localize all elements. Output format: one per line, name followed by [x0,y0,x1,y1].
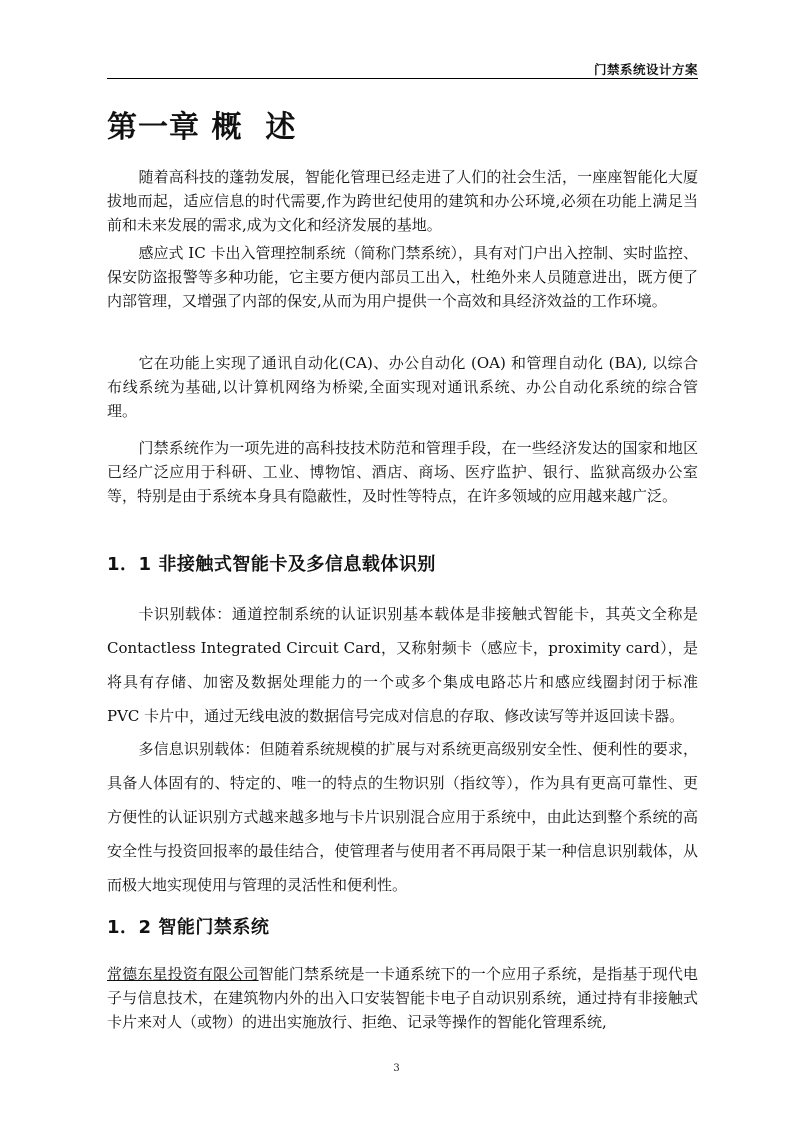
intro-paragraph-2: 感应式 IC 卡出入管理控制系统（简称门禁系统），具有对门户出入控制、实时监控、保安防盗报警等多种功能，它主要方便内部员工出入，杜绝外来人员随意进出，既方便了内部管理，又增强了内部的保安,从而为用户提供一个高效和具经济效益的工作环境。 [107,244,698,310]
intro-paragraph-1: 随着高科技的蓬勃发展，智能化管理已经走进了人们的社会生活，一座座智能化大厦拔地而起，适应信息的时代需要,作为跨世纪使用的建筑和办公环境,必须在功能上满足当前和未来发展的需求,成为文化和经济发展的基地。 [107,168,698,234]
page-number: 3 [393,1063,400,1074]
section-1-2-paragraph-text: 智能门禁系统是一卡通系统下的一个应用子系统，是指基于现代电子与信息技术，在建筑物内外的出入口安装智能卡电子自动识别系统，通过持有非接触式卡片来对人（或物）的进出实施放行、拒绝、记录等操作的智能化管理系统, [107,965,698,1031]
intro-paragraph-3: 它在功能上实现了通讯自动化(CA)、办公自动化 (OA) 和管理自动化 (BA), 以综合布线系统为基础,以计算机网络为桥梁,全面实现对通讯系统、办公自动化系统的综合管理。 [107,354,698,420]
section-heading-1-2: 1．2 智能门禁系统 [107,917,270,938]
header-title: 门禁系统设计方案 [593,62,698,77]
section-heading-1-1: 1．1 非接触式智能卡及多信息载体识别 [107,554,436,575]
section-1-1-paragraph-1: 卡识别载体：通道控制系统的认证识别基本载体是非接触式智能卡，其英文全称是 Contactless Integrated Circuit Card，又称射频卡（感应卡，proximity card），是将具有存储、加密及数据处理能力的一个或多个集成电路芯片和感应线圈封闭于标准 PVC 卡片中，通过无线电波的数据信号完成对信息的存取、修改读写等并返回读卡器。 [107,605,698,725]
section-1-2-paragraph [107,963,698,1034]
section-1-1-paragraph-2: 多信息识别载体：但随着系统规模的扩展与对系统更高级别安全性、便利性的要求，具备人体固有的、特定的、唯一的特点的生物识别（指纹等），作为具有更高可靠性、更方便性的认证识别方式越来越多地与卡片识别混合应用于系统中，由此达到整个系统的高安全性与投资回报率的最佳结合，使管理者与使用者不再局限于某一种信息识别载体，从而极大地实现使用与管理的灵活性和便利性。 [107,740,698,894]
chapter-title: 第一章 概 述 [107,110,297,145]
intro-paragraph-4: 门禁系统作为一项先进的高科技技术防范和管理手段，在一些经济发达的国家和地区已经广泛应用于科研、工业、博物馆、酒店、商场、医疗监护、银行、监狱高级办公室等，特别是由于系统本身具有隐蔽性，及时性等特点，在许多领域的应用越来越广泛。 [107,439,698,505]
company-name-link[interactable]: 常德东星投资有限公司 [107,965,259,983]
page-header [107,0,698,80]
header-divider [107,78,698,79]
